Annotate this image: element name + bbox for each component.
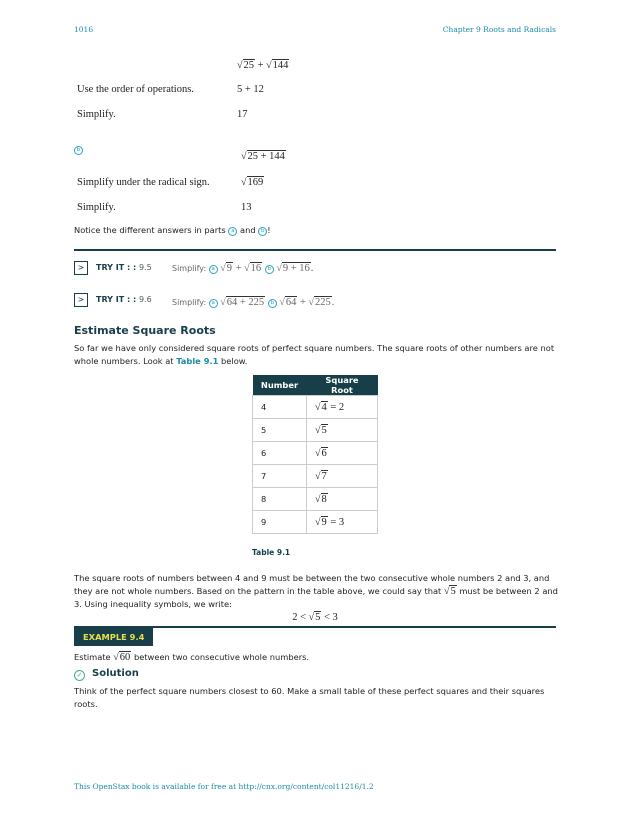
radicand: 25 + 144 <box>247 151 285 162</box>
step-value: 13 <box>241 202 252 213</box>
radicand: 25 <box>243 60 254 71</box>
try-it-problem: Simplify: a √64 + 225 b √64 + √225. <box>172 297 335 308</box>
radicand: 9 <box>226 263 232 274</box>
table-row <box>253 419 378 442</box>
table-row <box>253 511 378 534</box>
number-cell: 4 <box>253 396 307 419</box>
radicand: 4 <box>321 401 327 413</box>
table-row <box>253 396 378 419</box>
number-cell: 9 <box>253 511 307 534</box>
chevron-right-icon[interactable]: > <box>74 293 88 307</box>
radicand: 144 <box>272 60 289 71</box>
step-value: √169 <box>241 177 264 188</box>
step-value: 5 + 12 <box>237 84 264 95</box>
radicand: 64 + 225 <box>226 297 265 308</box>
step-label: Simplify under the radical sign. <box>77 177 210 188</box>
table-row <box>253 465 378 488</box>
section-paragraph: So far we have only considered square roots of perfect square numbers. The square roots of other numbers are not whole numbers. Look at Table 9.1 below. <box>74 343 555 366</box>
step-label: Simplify. <box>77 109 116 120</box>
radicand: 9 + 16 <box>282 263 310 274</box>
solution-text: Think of the perfect square numbers closest to 60. Make a small table of these perfect squares and their squares roots. <box>74 686 545 709</box>
table-caption: Table 9.1 <box>252 548 291 557</box>
root-cell: √8 <box>307 488 378 511</box>
try-it-label: TRY IT : : 9.5 <box>96 263 152 272</box>
example-badge: EXAMPLE 9.4 <box>74 628 153 646</box>
root-cell: √9 = 3 <box>307 511 378 534</box>
part-a-expression: √25 + √144 <box>237 60 289 71</box>
table-row <box>253 488 378 511</box>
root-cell: √5 <box>307 419 378 442</box>
table-link[interactable]: Table 9.1 <box>176 356 219 366</box>
part-a-marker: a <box>209 299 218 308</box>
number-cell: 5 <box>253 419 307 442</box>
solution-heading: Solution <box>92 668 139 679</box>
column-header: Number <box>253 375 307 396</box>
radicand: 5 <box>315 612 321 623</box>
part-b-marker: b <box>268 299 277 308</box>
step-value: 17 <box>237 109 248 120</box>
radicand: 225 <box>315 297 331 308</box>
radicand: 5 <box>321 424 327 436</box>
number-cell: 7 <box>253 465 307 488</box>
notice-line: Notice the different answers in parts a and b ! <box>74 225 271 235</box>
square-root-table <box>252 375 378 534</box>
radicand: 9 <box>321 516 327 528</box>
root-cell: √4 = 2 <box>307 396 378 419</box>
example-prompt: Estimate √60 between two consecutive whole numbers. <box>74 652 310 663</box>
page-number: 1016 <box>74 25 94 34</box>
radicand: 169 <box>247 177 264 188</box>
chevron-right-icon[interactable]: > <box>74 261 88 275</box>
radicand: 64 <box>285 297 297 308</box>
try-it-label: TRY IT : : 9.6 <box>96 295 152 304</box>
footer-note: This OpenStax book is available for free at http://cnx.org/content/col11216/1.2 <box>74 782 374 791</box>
radicand: 60 <box>119 652 131 663</box>
step-label: Simplify. <box>77 202 116 213</box>
section-title: Estimate Square Roots <box>74 324 216 337</box>
part-a-marker: a <box>209 265 218 274</box>
chapter-title: Chapter 9 Roots and Radicals <box>442 25 556 34</box>
part-b-expression: √25 + 144 <box>241 151 285 162</box>
radicand: 5 <box>450 586 456 597</box>
number-cell: 6 <box>253 442 307 465</box>
part-b-marker: b <box>74 137 83 156</box>
table-row <box>253 442 378 465</box>
radicand: 7 <box>321 470 327 482</box>
part-a-marker: a <box>228 227 237 236</box>
try-it-problem: Simplify: a √9 + √16 b √9 + 16. <box>172 263 314 274</box>
paragraph: The square roots of numbers between 4 and 9 must be between the two consecutive whole numbers 2 and 3, and they are not whole numbers. Based on the pattern in the table above, we could say that √5 must be between 2 and 3. Using inequality symbols, we write: <box>74 573 558 609</box>
step-label: Use the order of operations. <box>77 84 194 95</box>
part-b-marker: b <box>265 265 274 274</box>
root-cell: √6 <box>307 442 378 465</box>
radicand: 6 <box>321 447 327 459</box>
divider <box>74 249 556 251</box>
part-b-marker: b <box>258 227 267 236</box>
column-header: Square Root <box>307 375 378 396</box>
number-cell: 8 <box>253 488 307 511</box>
check-circle-icon: ✓ <box>74 670 85 681</box>
inequality: 2 < √5 < 3 <box>292 612 338 623</box>
radicand: 16 <box>250 263 262 274</box>
radicand: 8 <box>321 493 327 505</box>
root-cell: √7 <box>307 465 378 488</box>
